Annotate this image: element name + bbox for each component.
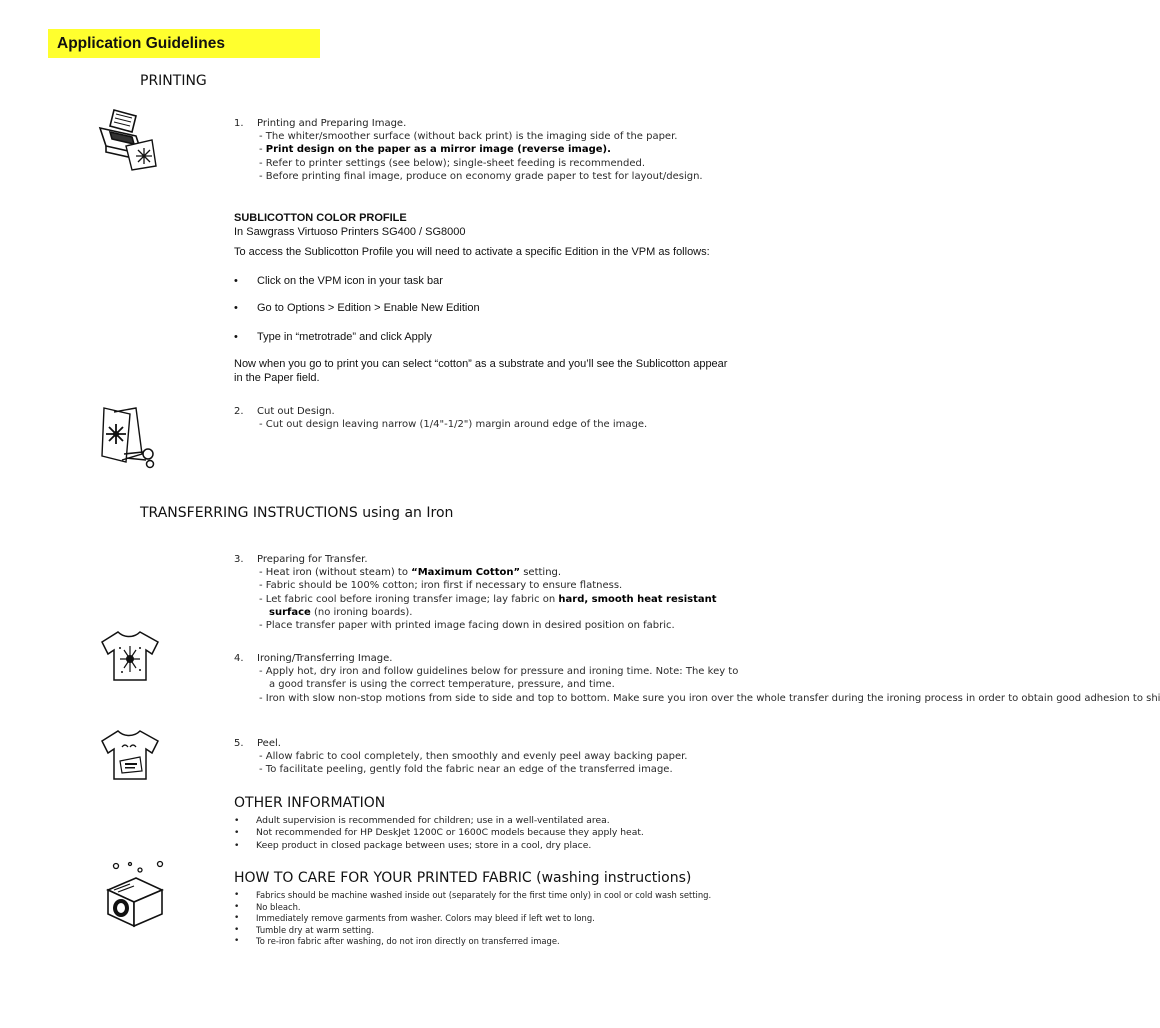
care-list [234,890,734,948]
profile-subtitle: In Sawgrass Virtuoso Printers SG400 / SG8000 [234,225,466,238]
list-item: • No bleach. [234,902,734,914]
list-item: - Cut out design leaving narrow (1/4"-1/2") margin around edge of the image. [259,419,648,431]
other-list [234,815,754,852]
profile-bullet: • Go to Options > Edition > Enable New Edition [234,302,480,314]
list-item: • Immediately remove garments from washer. Colors may bleed if left wet to long. [234,913,734,925]
profile-bullet: • Click on the VPM icon in your task bar [234,275,443,287]
list-item: - Print design on the paper as a mirror image (reverse image). [259,144,611,156]
printing-heading: PRINTING [140,73,207,89]
profile-outro: Now when you go to print you can select “cotton” as a substrate and you’ll see the Sublicotton appear in the Paper field. [234,358,728,384]
profile-bullet: • Type in “metrotrade” and click Apply [234,331,432,343]
step5-title: 5. Peel. [234,738,281,749]
list-item: - Let fabric cool before ironing transfer image; lay fabric on hard, smooth heat resistant surface (no ironing boards). [259,593,717,618]
step2-list [257,418,754,431]
list-item: - The whiter/smoother surface (without back print) is the imaging side of the paper. [259,131,678,143]
list-item: - Iron with slow non-stop motions from side to side and top to bottom. Make sure you iron over the whole transfer during the ironing process in order to obtain good adhesion to shi [259,692,1160,704]
step3-line: - Heat iron (without steam) to “Maximum Cotton” setting. [259,567,562,579]
scissors-icon [100,404,160,468]
list-item: • Tumble dry at warm setting. [234,925,734,937]
step4-list [257,665,1160,705]
step4-title: 4. Ironing/Transferring Image. [234,653,393,664]
printer-icon [96,106,160,172]
list-item: - Fabric should be 100% cotton; iron first if necessary to ensure flatness. [259,580,623,592]
tshirt-icon [98,628,164,684]
step1-list [257,130,754,183]
tshirt-peel-icon [98,727,164,783]
list-item: • Keep product in closed package between uses; store in a cool, dry place. [234,840,754,852]
list-item: • To re-iron fabric after washing, do not iron directly on transferred image. [234,936,734,948]
profile-title: SUBLICOTTON COLOR PROFILE [234,212,407,224]
list-item: - Refer to printer settings (see below); single-sheet feeding is recommended. [259,157,646,169]
step3-title: 3. Preparing for Transfer. [234,554,368,565]
step2-title: 2. Cut out Design. [234,406,335,417]
list-item: - To facilitate peeling, gently fold the fabric near an edge of the transferred image. [259,764,673,776]
list-item: - Apply hot, dry iron and follow guidelines below for pressure and ironing time. Note: The key to a good transfer is using the correct temperature, pressure, and time. [259,666,739,691]
list-item: - Allow fabric to cool completely, then smoothly and evenly peel away backing paper. [259,751,688,763]
list-item: • Not recommended for HP DeskJet 1200C or 1600C models because they apply heat. [234,827,754,839]
step1-title: 1. Printing and Preparing Image. [234,118,407,129]
care-heading: HOW TO CARE FOR YOUR PRINTED FABRIC (washing instructions) [234,870,692,886]
step5-list [257,750,754,776]
list-item: • Fabrics should be machine washed inside out (separately for the first time only) in cool or cold wash setting. [234,890,734,902]
transfer-heading: TRANSFERRING INSTRUCTIONS using an Iron [140,505,454,521]
profile-intro: To access the Sublicotton Profile you will need to activate a specific Edition in the VPM as follows: [234,246,710,258]
step3-list [257,579,737,632]
list-item: • Adult supervision is recommended for children; use in a well-ventilated area. [234,815,754,827]
list-item: - Before printing final image, produce on economy grade paper to test for layout/design. [259,170,703,182]
list-item: - Place transfer paper with printed image facing down in desired position on fabric. [259,620,675,632]
other-heading: OTHER INFORMATION [234,795,386,811]
washing-machine-icon [100,860,170,930]
application-guidelines-banner: Application Guidelines [48,29,320,58]
